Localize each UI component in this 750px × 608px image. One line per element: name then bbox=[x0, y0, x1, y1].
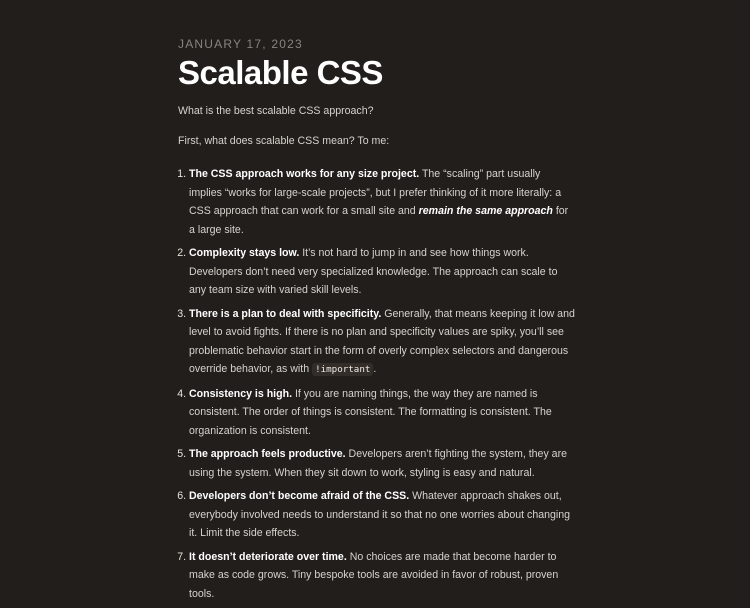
inline-code: !important bbox=[312, 363, 373, 376]
list-item-lead: Developers don’t become afraid of the CSS. bbox=[189, 490, 410, 502]
list-item bbox=[189, 487, 576, 543]
page-title: Scalable CSS bbox=[178, 54, 383, 91]
list-item-text: The “scaling” part usually implies “works for large-scale projects”, but I prefer thinking of it more literally: a CSS approach that can work for a small site and bbox=[189, 168, 562, 217]
list-item-text: No choices are made that become harder to make as code grows. Tiny bespoke tools are avoided in favor of robust, proven tools. bbox=[189, 550, 559, 600]
list-item bbox=[189, 548, 576, 604]
list-item-lead: It doesn’t deteriorate over time. bbox=[189, 550, 347, 563]
list-item bbox=[189, 244, 576, 300]
list-item-text: It’s not hard to jump in and see how things work. Developers don’t need very specialized knowledge. The approach can scale to any team size with varied skill levels. bbox=[189, 247, 558, 296]
list-item bbox=[189, 445, 576, 482]
list-item-lead: There is a plan to deal with specificity. bbox=[189, 307, 382, 320]
list-item-lead: Consistency is high. bbox=[189, 387, 293, 400]
list-item-text: for a large site. bbox=[189, 205, 569, 236]
list-item-text: Whatever approach shakes out, everybody involved needs to understand it so that no one worries about changing it. Limit the side effects. bbox=[189, 490, 571, 539]
article bbox=[178, 36, 576, 608]
list-item-text: Generally, that means keeping it low and level to avoid fights. If there is no plan and specificity values are spiky, you’ll see problematic behavior start in the form of overly complex selectors and dangerous override behavior, as with bbox=[189, 307, 575, 375]
list-item-text: Developers aren’t fighting the system, they are using the system. When they sit down to work, styling is easy and natural. bbox=[189, 448, 567, 479]
list-item bbox=[189, 385, 576, 441]
list-item-lead: Complexity stays low. bbox=[189, 247, 300, 259]
intro-paragraph: What is the best scalable CSS approach? bbox=[178, 105, 374, 117]
list-item-lead: The CSS approach works for any size project. bbox=[189, 168, 420, 180]
list-item bbox=[189, 165, 576, 239]
list-item-emphasis: remain the same approach bbox=[418, 205, 553, 217]
list-item-text: If you are naming things, the way they are named is consistent. The order of things is consistent. The formatting is consistent. The organization is consistent. bbox=[189, 387, 552, 437]
list-item-lead: The approach feels productive. bbox=[189, 448, 346, 460]
list-item-text: . bbox=[373, 363, 377, 375]
list-item bbox=[189, 305, 576, 380]
criteria-list bbox=[178, 165, 576, 603]
definition-intro-paragraph: First, what does scalable CSS mean? To me: bbox=[178, 135, 390, 147]
post-date: JANUARY 17, 2023 bbox=[178, 37, 303, 51]
